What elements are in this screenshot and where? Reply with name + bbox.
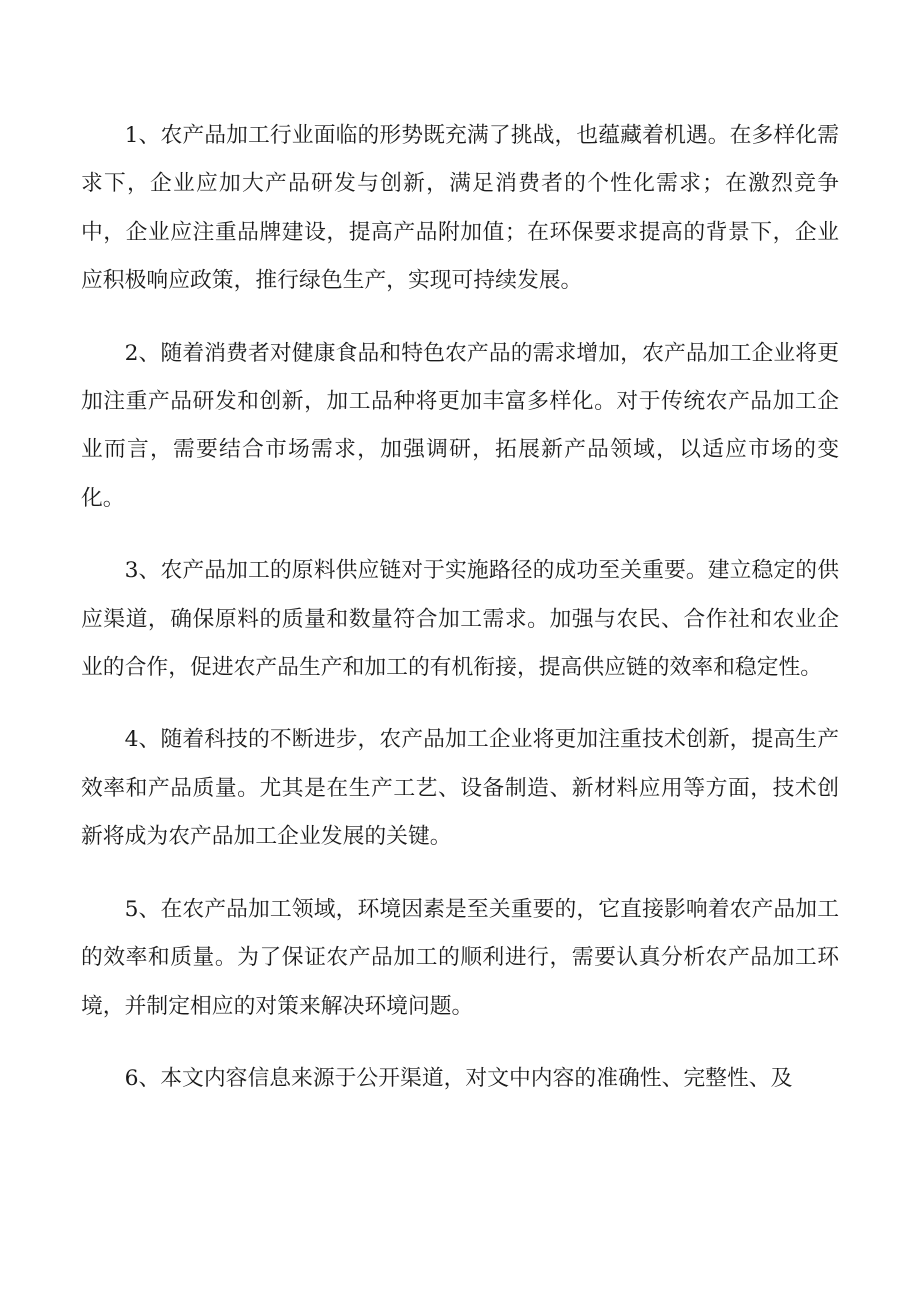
document-body — [81, 112, 839, 1127]
paragraph-1: 1、农产品加工行业面临的形势既充满了挑战，也蕴藏着机遇。在多样化需求下，企业应加大产品研发与创新，满足消费者的个性化需求；在激烈竞争中，企业应注重品牌建设，提高产品附加值；在环保要求提高的背景下，企业应积极响应政策，推行绿色生产，实现可持续发展。 — [81, 123, 839, 294]
paragraph-2: 2、随着消费者对健康食品和特色农产品的需求增加，农产品加工企业将更加注重产品研发和创新，加工品种将更加丰富多样化。对于传统农产品加工企业而言，需要结合市场需求，加强调研，拓展新产品领域，以适应市场的变化。 — [81, 340, 839, 511]
paragraph-5: 5、在农产品加工领域，环境因素是至关重要的，它直接影响着农产品加工的效率和质量。为了保证农产品加工的顺利进行，需要认真分析农产品加工环境，并制定相应的对策来解决环境问题。 — [81, 896, 839, 1019]
paragraph-3: 3、农产品加工的原料供应链对于实施路径的成功至关重要。建立稳定的供应渠道，确保原料的质量和数量符合加工需求。加强与农民、合作社和农业企业的合作，促进农产品生产和加工的有机衔接，提高供应链的效率和稳定性。 — [81, 558, 839, 681]
paragraph-4: 4、随着科技的不断进步，农产品加工企业将更加注重技术创新，提高生产效率和产品质量。尤其是在生产工艺、设备制造、新材料应用等方面，技术创新将成为农产品加工企业发展的关键。 — [81, 727, 839, 850]
paragraph-6: 6、本文内容信息来源于公开渠道，对文中内容的准确性、完整性、及 — [124, 1065, 793, 1091]
